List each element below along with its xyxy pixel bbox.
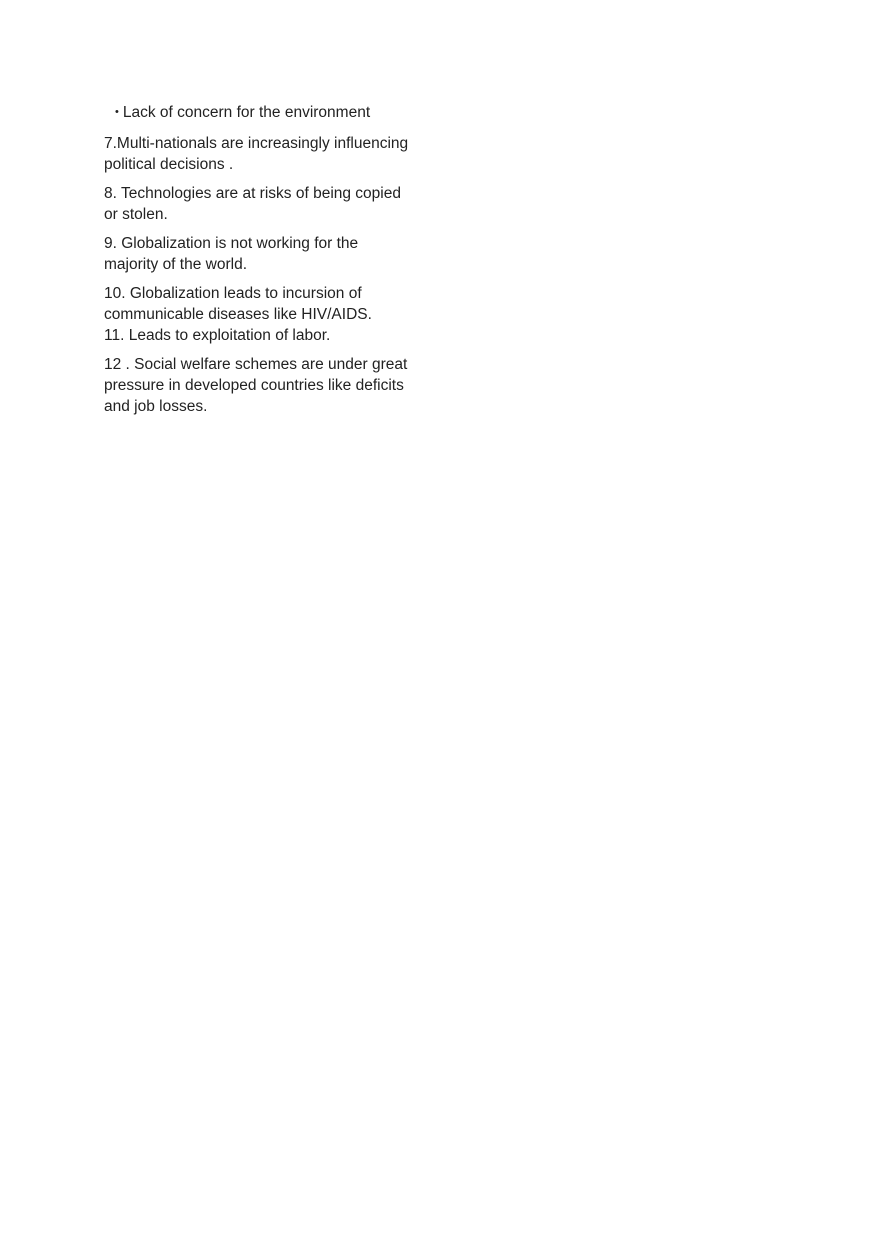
- list-item-line: political decisions .: [104, 156, 234, 173]
- list-item-line: 8. Technologies are at risks of being copied: [104, 185, 401, 202]
- page-content: [104, 102, 434, 425]
- list-item-12: [104, 354, 434, 417]
- bullet-text: Lack of concern for the environment: [122, 104, 371, 121]
- list-item-line: 12 . Social welfare schemes are under great: [104, 356, 408, 373]
- bullet-item: [115, 102, 434, 125]
- list-item-line: majority of the world.: [104, 256, 247, 273]
- list-item-8: [104, 183, 434, 225]
- list-item-line: and job losses.: [104, 398, 208, 415]
- list-item-10: [104, 283, 434, 325]
- list-item-9: [104, 233, 434, 275]
- list-item-line: or stolen.: [104, 206, 168, 223]
- list-item-line: 11. Leads to exploitation of labor.: [104, 327, 331, 344]
- list-item-line: 9. Globalization is not working for the: [104, 235, 359, 252]
- list-item-line: pressure in developed countries like deficits: [104, 377, 404, 394]
- list-item-7: [104, 133, 434, 175]
- list-item-line: 7.Multi-nationals are increasingly influencing: [104, 135, 409, 152]
- list-item-line: communicable diseases like HIV/AIDS.: [104, 306, 372, 323]
- list-item-line: 10. Globalization leads to incursion of: [104, 285, 362, 302]
- list-item-11: [104, 325, 434, 346]
- bullet-dot: •: [115, 106, 119, 118]
